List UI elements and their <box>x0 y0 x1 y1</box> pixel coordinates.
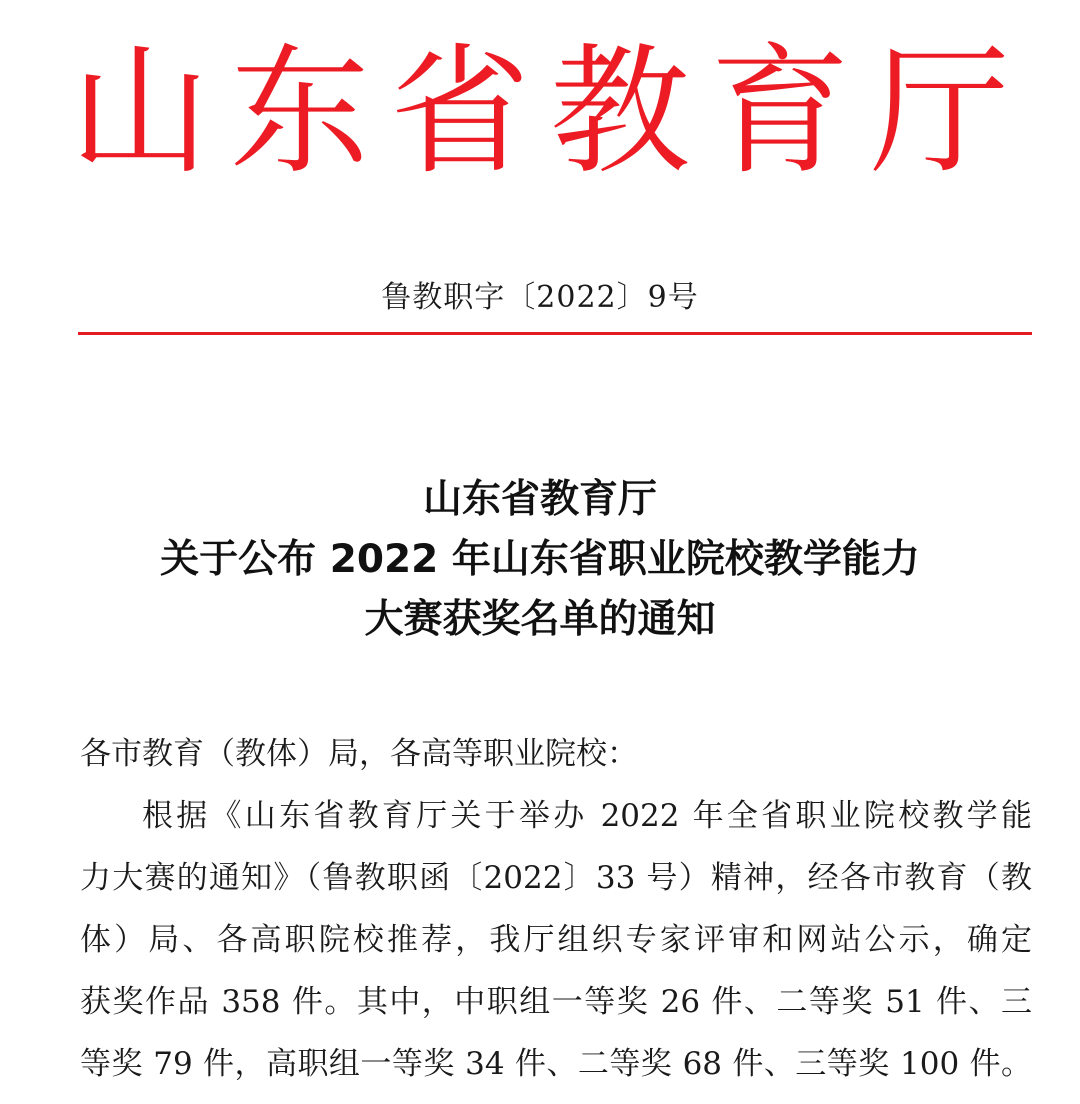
paragraph-line: 体）局、各高职院校推荐，我厅组织专家评审和网站公示，确定 <box>80 922 1032 958</box>
issuer-name: 山东省教育厅 <box>69 31 1030 194</box>
body-paragraph <box>80 794 1032 1104</box>
red-divider <box>78 332 1032 335</box>
paragraph-line: 获奖作品 358 件。其中，中职组一等奖 26 件、二等奖 51 件、三 <box>80 984 1032 1020</box>
document-number: 鲁教职字〔2022〕9号 <box>381 280 699 315</box>
title-line-1: 山东省教育厅 <box>422 477 657 522</box>
paragraph-line: 根据《山东省教育厅关于举办 2022 年全省职业院校教学能 <box>142 798 1032 834</box>
document-title <box>40 470 1040 650</box>
paragraph-line: 等奖 79 件，高职组一等奖 34 件、二等奖 68 件、三等奖 100 件。 <box>80 1046 1032 1082</box>
salutation: 各市教育（教体）局，各高等职业院校： <box>80 736 638 772</box>
title-line-2: 关于公布 2022 年山东省职业院校教学能力 <box>160 537 920 582</box>
masthead <box>0 28 1080 198</box>
paragraph-line: 力大赛的通知》（鲁教职函〔2022〕33 号）精神，经各市教育（教 <box>80 860 1032 896</box>
title-line-3: 大赛获奖名单的通知 <box>364 597 716 642</box>
